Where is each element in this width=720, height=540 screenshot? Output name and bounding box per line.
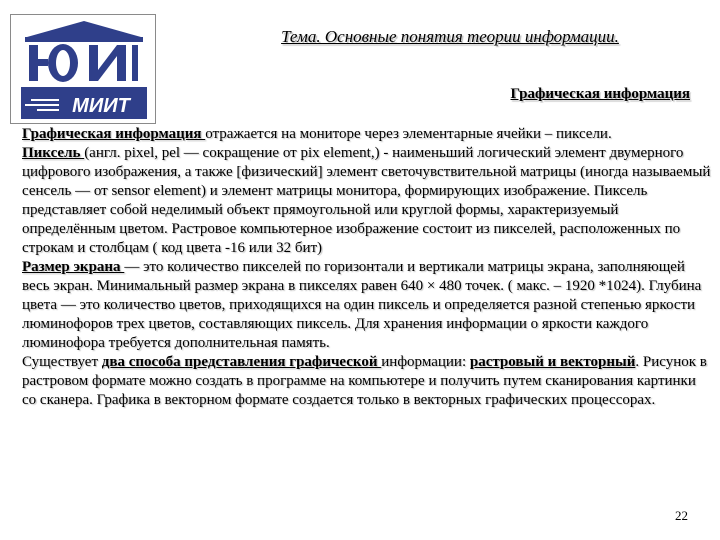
topic-title: Тема. Основные понятия теории информации. <box>281 27 619 46</box>
term-graphic-info: Графическая информация <box>22 126 206 142</box>
slide-body <box>22 125 712 410</box>
paragraph-representation <box>22 353 712 410</box>
text-graphic-info: отражается на мониторе через элементарные ячейки – пиксели. <box>205 126 612 142</box>
text-representation-lead: Существует <box>22 354 102 370</box>
page-number: 22 <box>675 508 688 523</box>
university-logo <box>10 14 156 124</box>
term-screen-size: Размер экрана <box>22 259 125 275</box>
logo-band-text: МИИТ <box>72 95 130 117</box>
university-logo-emblem <box>11 15 157 125</box>
text-representation-rest: . Рисунок в растровом формате можно создать в программе на компьютере и получить путем сканирования картинки со сканера. Графика в векторном формате создается только в векторных графических процессорах. <box>22 354 707 408</box>
text-representation-mid: информации: <box>381 354 470 370</box>
term-raster-vector: растровый и векторный <box>469 354 636 370</box>
paragraph-graphic-info <box>22 125 712 144</box>
paragraph-screen-size <box>22 258 712 353</box>
section-title: Графическая информация <box>510 86 690 102</box>
term-pixel: Пиксель <box>22 145 85 161</box>
term-two-methods: два способа представления графической <box>101 354 382 370</box>
text-screen-size: — это количество пикселей по горизонтали и вертикали матрицы экрана, заполняющей весь экран. Минимальный размер экрана в пикселях равен 640 × 480 точек. ( макс. – 1920 *1024). Глубина цвета — это количество цветов, приходящихся на один пиксель и определяется разной степенью яркости люминофоров трех цветов, составляющих пиксель. Для хранения информации о яркости каждого люминофора требуется дополнительная память. <box>22 259 702 351</box>
paragraph-pixel <box>22 144 712 258</box>
text-pixel: (англ. pixel, pel — сокращение от pix element,) - наименьший логический элемент двумерного цифрового изображения, а также [физический] элемент светочувствительной матрицы (иногда называемый сенсель — от sensor element) и элемент матрицы монитора, формирующих изображение. Пиксель представляет собой неделимый объект прямоугольной или круглой формы, характеризуемый определённым цветом. Растровое компьютерное изображение состоит из пикселей, расположенных по строкам и столбцам ( код цвета -16 или 32 бит) <box>22 145 711 256</box>
